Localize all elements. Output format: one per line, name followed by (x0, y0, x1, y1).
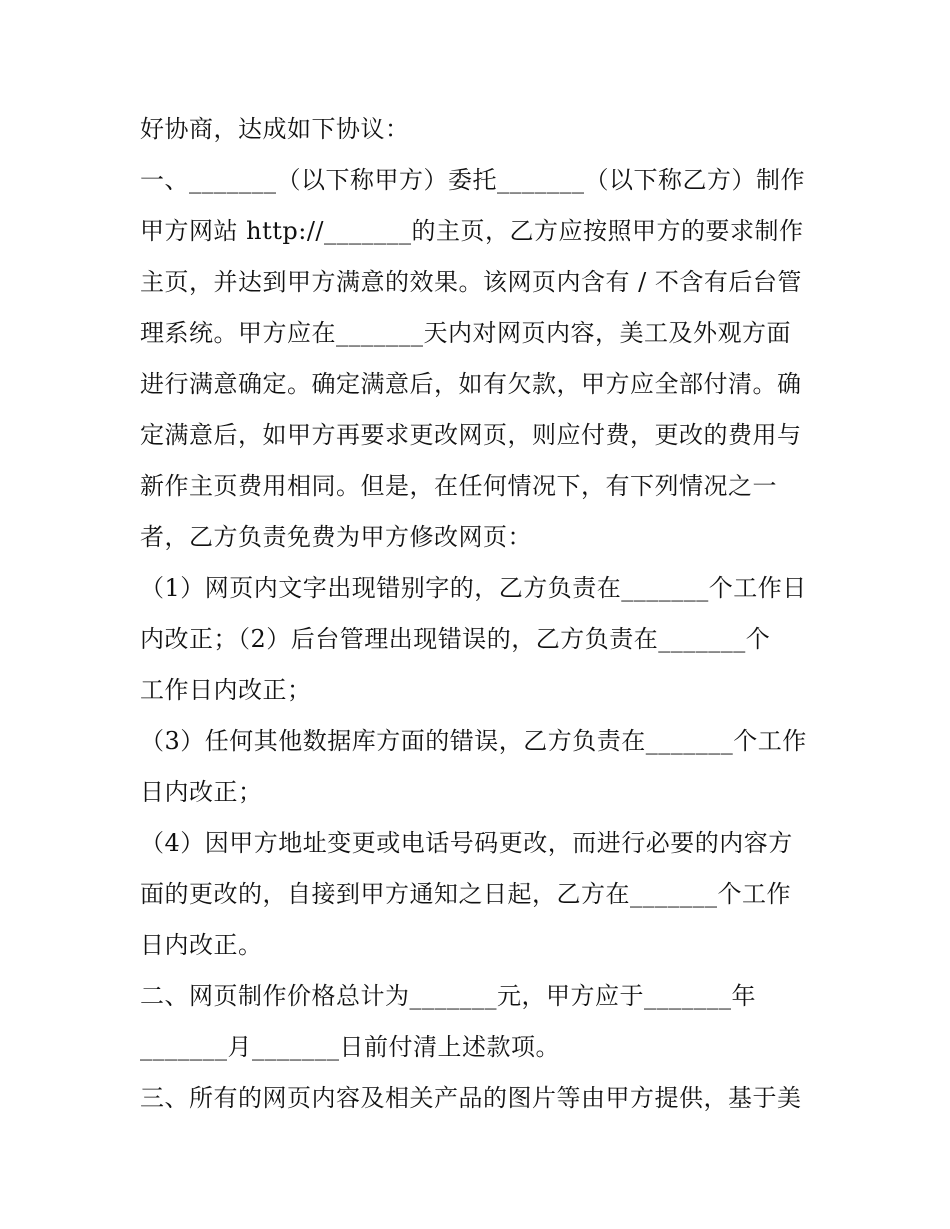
text-line: （4）因甲方地址变更或电话号码更改，而进行必要的内容方 (140, 829, 793, 857)
text-line: 新作主页费用相同。但是，在任何情况下，有下列情况之一 (140, 472, 777, 500)
text-line: 者，乙方负责免费为甲方修改网页： (140, 523, 532, 551)
text-line: 甲方网站 http://_______的主页，乙方应按照甲方的要求制作 (140, 217, 804, 245)
text-line: 日内改正； (140, 778, 263, 806)
text-line: 工作日内改正； (140, 676, 312, 704)
text-line: _______月_______日前付清上述款项。 (140, 1033, 560, 1061)
text-line: 进行满意确定。确定满意后，如有欠款，甲方应全部付清。确 (140, 370, 802, 398)
text-line: （1）网页内文字出现错别字的，乙方负责在_______个工作日 (140, 574, 807, 602)
text-line: 主页，并达到甲方满意的效果。该网页内含有 / 不含有后台管 (140, 268, 802, 296)
contract-text (140, 104, 830, 1124)
text-line: 三、所有的网页内容及相关产品的图片等由甲方提供，基于美 (140, 1084, 802, 1112)
text-line: 二、网页制作价格总计为_______元，甲方应于_______年 (140, 982, 756, 1010)
text-line: 好协商，达成如下协议： (140, 115, 410, 143)
text-line: 定满意后，如甲方再要求更改网页，则应付费，更改的费用与 (140, 421, 802, 449)
text-line: 面的更改的，自接到甲方通知之日起，乙方在_______个工作 (140, 880, 791, 908)
text-line: 一、_______（以下称甲方）委托_______（以下称乙方）制作 (140, 166, 805, 194)
text-line: 内改正；（2）后台管理出现错误的，乙方负责在_______个 (140, 625, 771, 653)
text-line: 日内改正。 (140, 931, 263, 959)
text-line: 理系统。甲方应在_______天内对网页内容，美工及外观方面 (140, 319, 791, 347)
text-line: （3）任何其他数据库方面的错误，乙方负责在_______个工作 (140, 727, 807, 755)
